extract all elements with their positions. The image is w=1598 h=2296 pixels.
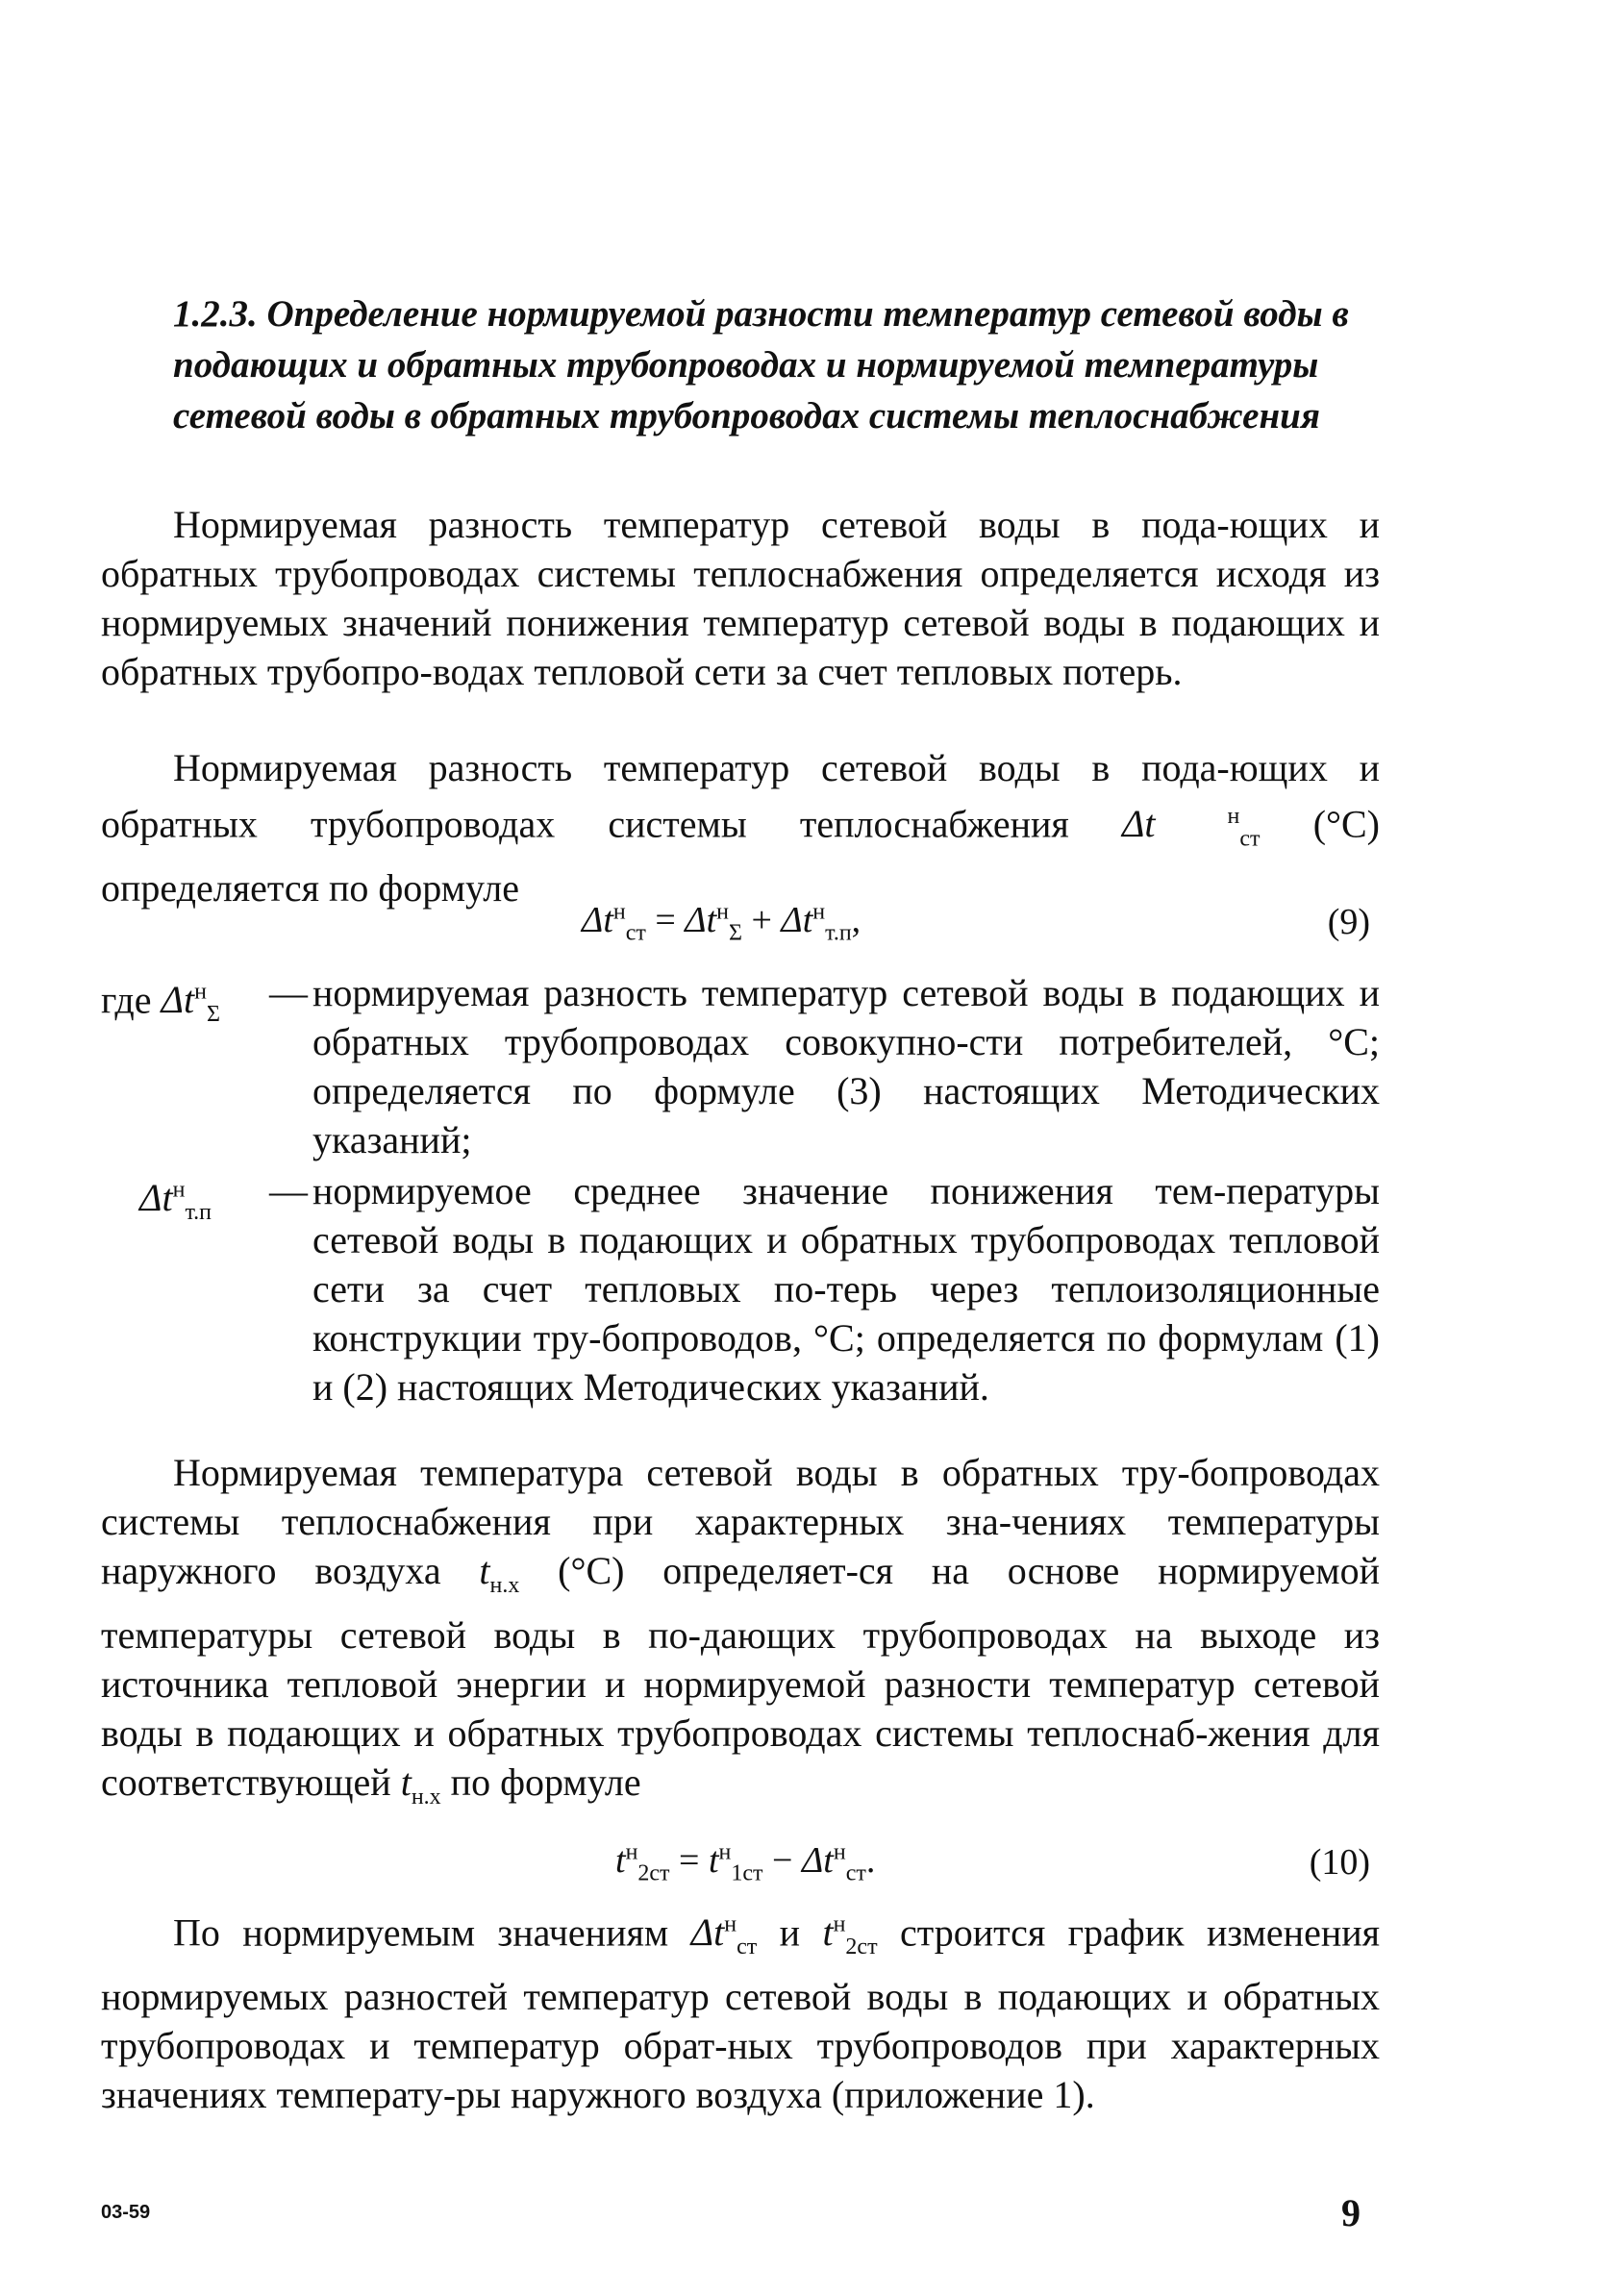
symbol-delta-t-st-2: $\Delta t^н_{ст}$ (690, 1910, 758, 1960)
formula-9-lhs: $\Delta t^н_{ст}$ (582, 899, 646, 946)
paragraph-2-text: Нормируемая разность температур сетевой воды в пода-ющих и обратных трубопроводах системы теплоснабжения (101, 746, 1380, 846)
formula-10-minus: − (772, 1840, 793, 1881)
formula-10-eq: = (679, 1840, 700, 1881)
formula-10: $t^н_{2ст} = t^н_{1ст} - \Delta t^н_{ст}$. (10) (615, 1839, 1370, 1886)
paragraph-2-tail: (°С) определяется по формуле (101, 802, 1381, 911)
formula-10-term1: $t^н_{1ст}$ (708, 1839, 763, 1886)
formula-9-eq: = (655, 900, 676, 940)
definitions-list (101, 968, 1380, 1411)
definition-delta-t-sigma (101, 968, 1380, 1164)
definition-delta-t-tp (101, 1166, 1380, 1411)
formula-9-plus: + (751, 900, 772, 940)
formula-10-term2: $\Delta t^н_{ст}$ (801, 1839, 866, 1886)
paragraph-2 (101, 743, 1380, 912)
symbol-t-2st: $t^н_{2ст}$ (822, 1910, 878, 1960)
symbol-t-nx: $t_{н.х}$ (479, 1549, 520, 1598)
definition-text-1: нормируемая разность температур сетевой воды в подающих и обратных трубопроводах совокупно-сти потребителей, °С; определяется по формуле (3) настоящих Методических указаний; (312, 971, 1380, 1161)
symbol-delta-t-st: Δt $^н_{ст}$ (1121, 802, 1261, 852)
section-heading: 1.2.3. Определение нормируемой разности температур сетевой воды в подающих и обратных трубопроводах и нормируемой температуры сетевой воды в обратных трубопроводах системы теплоснабжения (173, 293, 1349, 437)
formula-9-term1: $\Delta t^н_\Sigma$ (685, 899, 742, 946)
definition-key-1: где $\Delta t^н_\Sigma$ — (101, 971, 308, 1028)
paragraph-4: По нормируемым значениям $\Delta t^н_{ст}$ и $t^н_{2ст}$ строится график изменения нормируемых разностей температур сетевой воды в подающих и обратных трубопроводах и температур обрат-ных трубопроводов при характерных значениях температу-ры наружного воздуха (приложение 1). (101, 1910, 1381, 2117)
paragraph-1: Нормируемая разность температур сетевой воды в пода-ющих и обратных трубопроводах системы теплоснабжения определяется исходя из нормируемых значений понижения температур сетевой воды в подающих и обратных трубопро-водах тепловой сети за счет тепловых потерь. (101, 503, 1380, 693)
formula-9-term2: $\Delta t^н_{т.п}$ (781, 899, 852, 946)
formula-10-lhs: $t^н_{2ст}$ (615, 1839, 670, 1886)
definition-text-2: нормируемое среднее значение понижения тем-пературы сетевой воды в подающих и обратных трубопроводах тепловой сети за счет тепловых по-терь через теплоизоляционные конструкции тру-бопроводов, °С; определяется по формулам (1) и (2) настоящих Методических указаний. (312, 1169, 1380, 1409)
footer-code: 03-59 (101, 2202, 151, 2223)
page-number: 9 (1341, 2191, 1361, 2234)
symbol-t-nx-2: $t_{н.х}$ (400, 1760, 441, 1809)
definition-key-2: $\Delta t^н_{т.п}$ — (139, 1169, 308, 1226)
formula-9: $\Delta t^н_{ст} = \Delta t^н_\Sigma + \Delta t^н_{т.п}$, (9) (582, 899, 1370, 946)
equation-number-9: (9) (1327, 902, 1370, 942)
equation-number-10: (10) (1309, 1842, 1370, 1883)
paragraph-3: Нормируемая температура сетевой воды в обратных тру-бопроводах системы теплоснабжения при характерных зна-чениях температуры наружного воздуха $t_{н.х}$ (°С) определяет-ся на основе нормируемой температуры сетевой воды в по-дающих трубопроводах на выходе из источника тепловой энергии и нормируемой разности температур сетевой воды в подающих и обратных трубопроводах системы теплоснаб-жения для соответствующей $t_{н.х}$ по формуле (101, 1451, 1381, 1809)
